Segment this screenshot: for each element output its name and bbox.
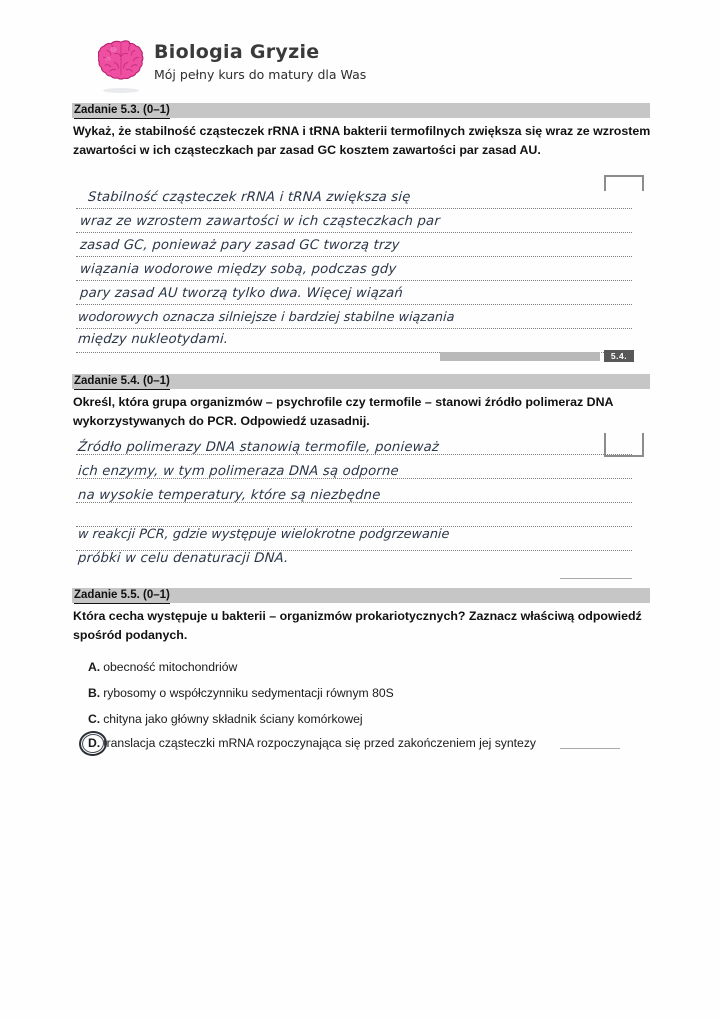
handwriting-line: pary zasad AU tworzą tylko dwa. Więcej wiązań: [79, 286, 404, 301]
choice-text-d: translacja cząsteczki mRNA rozpoczynająca się przed zakończeniem jej syntezy: [103, 736, 537, 750]
task-prompt-53: Wykaż, że stabilność cząsteczek rRNA i tRNA bakterii termofilnych zwiększa się wraz ze wzrostem zawartości w ich cząsteczkach par zasad GC kosztem zawartości par zasad AU.: [73, 124, 651, 157]
choice-option-a[interactable]: [88, 659, 237, 675]
choice-text-c: chityna jako główny składnik ściany komórkowej: [103, 712, 363, 726]
handwriting-line: zasad GC, ponieważ pary zasad GC tworzą trzy: [79, 238, 401, 253]
brand-subtitle: Mój pełny kurs do matury dla Was: [154, 67, 367, 83]
choice-underline: [560, 748, 620, 749]
brain-icon: [98, 40, 144, 84]
choice-letter-c: C.: [88, 712, 101, 726]
handwriting-line: Stabilność cząsteczek rRNA i tRNA zwiększa się: [87, 190, 412, 205]
handwriting-line: wraz ze wzrostem zawartości w ich cząsteczkach par: [79, 214, 441, 229]
handwriting-line: w reakcji PCR, gdzie występuje wielokrotne podgrzewanie: [77, 527, 450, 542]
brand-header: [98, 40, 366, 84]
task-prompt-55: Która cecha występuje u bakterii – organizmów prokariotycznych? Zaznacz właściwą odpowiedź spośród podanych.: [73, 609, 642, 642]
handwriting-line: na wysokie temperatury, które są niezbędne: [77, 488, 382, 503]
handwriting-line: Źródło polimerazy DNA stanowią termofile, ponieważ: [77, 440, 440, 455]
choice-letter-d: D.: [88, 736, 101, 750]
task-title-55: Zadanie 5.5. (0–1): [74, 588, 170, 604]
task-prompt-54: Określ, która grupa organizmów – psychrofile czy termofile – stanowi źródło polimeraz DNA wykorzystywanych do PCR. Odpowiedź uzasadnij.: [73, 395, 614, 428]
choice-option-b[interactable]: [88, 685, 394, 701]
task-title-54: Zadanie 5.4. (0–1): [74, 374, 170, 390]
choice-option-c[interactable]: [88, 711, 363, 727]
handwriting-line: ich enzymy, w tym polimeraza DNA są odporne: [77, 464, 400, 479]
score-tag-54: 5.4.: [604, 350, 634, 362]
task-title-53: Zadanie 5.3. (0–1): [74, 103, 170, 119]
choice-text-b: rybosomy o współczynniku sedymentacji równym 80S: [103, 686, 394, 700]
choice-option-d[interactable]: [88, 735, 536, 751]
brand-title: Biologia Gryzie: [154, 41, 320, 64]
score-strip: [440, 352, 600, 361]
choice-letter-a: A.: [88, 660, 101, 674]
handwriting-line: próbki w celu denaturacji DNA.: [77, 551, 290, 566]
handwriting-line: wiązania wodorowe między sobą, podczas gdy: [79, 262, 397, 277]
answer-underline: [560, 578, 632, 579]
choice-letter-b: B.: [88, 686, 101, 700]
choice-text-a: obecność mitochondriów: [103, 660, 238, 674]
handwriting-line: między nukleotydami.: [77, 332, 229, 347]
brand-text-block: [154, 40, 366, 83]
logo-shadow: [103, 88, 139, 93]
handwriting-line: wodorowych oznacza silniejsze i bardziej stabilne wiązania: [77, 310, 455, 325]
